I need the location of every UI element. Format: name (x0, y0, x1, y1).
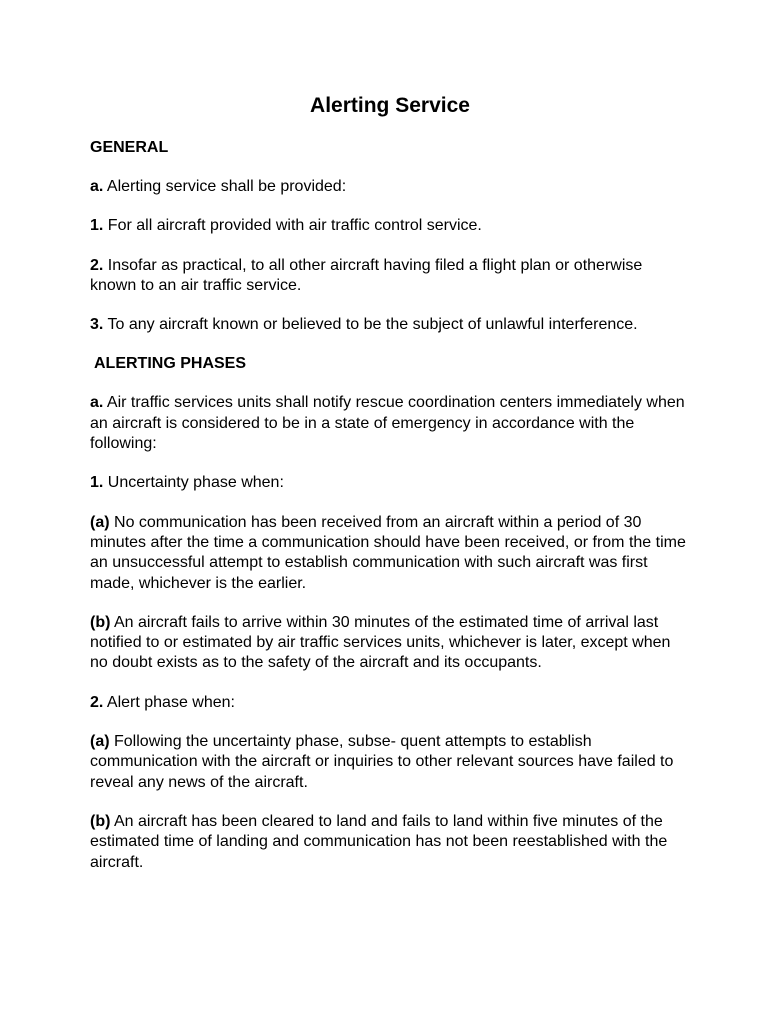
paragraph-text: Alert phase when: (103, 693, 235, 711)
section-heading-general: GENERAL (90, 139, 169, 156)
paragraph-text: An aircraft fails to arrive within 30 minutes of the estimated time of arrival last notified to or estimated by air traffic services units, whichever is later, except when no doubt exists as to the safety of the aircraft and its occupants. (90, 613, 671, 672)
paragraph-label: (a) (90, 733, 110, 751)
paragraph-text: An aircraft has been cleared to land and fails to land within five minutes of the estimated time of landing and communication has not been reestablished with the aircraft. (90, 812, 668, 871)
paragraph-text: No communication has been received from an aircraft within a period of 30 minutes after the time a communication should have been received, or from the time an unsuccessful attempt to establish communication with such aircraft was first made, whichever is the earlier. (90, 513, 686, 592)
paragraph (90, 177, 690, 197)
paragraph-label: 3. (90, 316, 104, 334)
paragraph-label: 2. (90, 693, 104, 711)
paragraph-text: Air traffic services units shall notify rescue coordination centers immediately when an aircraft is considered to be in a state of emergency in accordance with the following: (90, 394, 685, 453)
paragraph-text: Insofar as practical, to all other aircraft having filed a flight plan or otherwise known to an air traffic service. (90, 256, 643, 294)
paragraph-text: Following the uncertainty phase, subse- quent attempts to establish communication with the aircraft or inquiries to other relevant sources have failed to reveal any news of the aircraft. (90, 733, 674, 791)
paragraph-label: a. (90, 394, 104, 412)
paragraph-label: (a) (90, 513, 110, 531)
paragraph (90, 473, 690, 493)
paragraph (90, 315, 690, 335)
document-title: Alerting Service (310, 94, 470, 117)
paragraph-label: a. (90, 178, 104, 195)
paragraph (90, 812, 690, 873)
paragraph (90, 256, 690, 297)
paragraph (90, 732, 690, 793)
section-heading-alerting-phases: ALERTING PHASES (94, 355, 247, 373)
paragraph (90, 393, 690, 454)
paragraph-label: 1. (90, 217, 104, 235)
paragraph (90, 693, 690, 713)
paragraph (90, 613, 690, 674)
document-page (90, 92, 690, 892)
paragraph (90, 216, 690, 236)
paragraph-label: 2. (90, 256, 104, 274)
paragraph-label: (b) (90, 812, 111, 830)
paragraph-text: Alerting service shall be provided: (103, 178, 347, 195)
paragraph-label: 1. (90, 474, 104, 492)
paragraph-text: For all aircraft provided with air traffic control service. (103, 217, 482, 235)
paragraph-text: Uncertainty phase when: (103, 474, 284, 492)
paragraph-label: (b) (90, 613, 111, 631)
paragraph (90, 513, 690, 594)
paragraph-text: To any aircraft known or believed to be the subject of unlawful interference. (103, 316, 638, 334)
